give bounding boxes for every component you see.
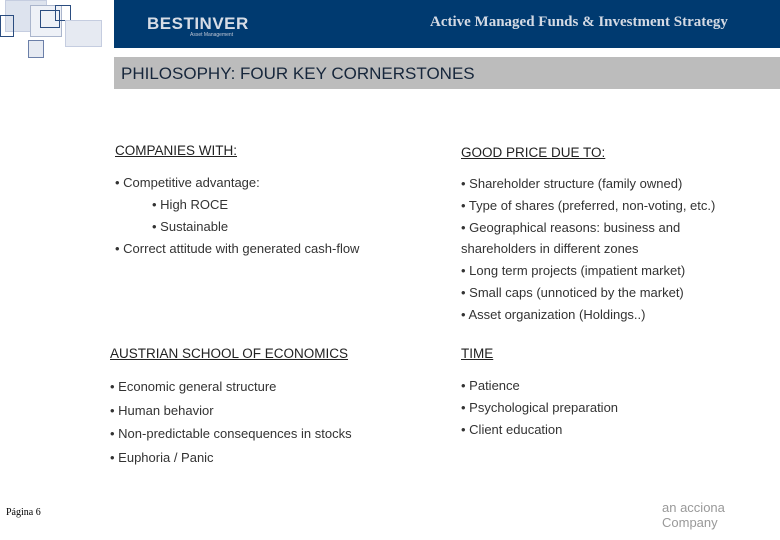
list-item: • Economic general structure bbox=[110, 379, 277, 394]
page-title: PHILOSOPHY: FOUR KEY CORNERSTONES bbox=[121, 64, 475, 83]
list-item: shareholders in different zones bbox=[461, 241, 639, 256]
acciona-logo: an acciona Company bbox=[662, 500, 725, 530]
section-heading: AUSTRIAN SCHOOL OF ECONOMICS bbox=[110, 346, 349, 361]
list-item: • Shareholder structure (family owned) bbox=[461, 176, 683, 191]
list-item: • Non-predictable consequences in stocks bbox=[110, 426, 352, 441]
bestinver-logo: BESTINVER bbox=[147, 14, 249, 33]
decorative-squares bbox=[0, 0, 110, 60]
list-item: • Type of shares (preferred, non-voting, etc.) bbox=[461, 198, 716, 213]
list-item: • Geographical reasons: business and bbox=[461, 220, 681, 235]
list-item: • Euphoria / Panic bbox=[110, 450, 214, 465]
list-item: • Long term projects (impatient market) bbox=[461, 263, 686, 278]
list-item: • Asset organization (Holdings..) bbox=[461, 307, 646, 322]
section-heading: GOOD PRICE DUE TO: bbox=[461, 145, 606, 160]
list-item: • Psychological preparation bbox=[461, 400, 619, 415]
list-item: • Patience bbox=[461, 378, 520, 393]
logo-subtitle: Asset Management bbox=[190, 32, 234, 38]
header-tagline: Active Managed Funds & Investment Strategy bbox=[430, 14, 728, 30]
list-item: • Sustainable bbox=[152, 219, 229, 234]
list-item: • Small caps (unnoticed by the market) bbox=[461, 285, 684, 300]
list-item: • Human behavior bbox=[110, 403, 214, 418]
list-item: • Correct attitude with generated cash-flow bbox=[115, 241, 360, 256]
list-item: • Competitive advantage: bbox=[115, 175, 260, 190]
page-number: Página 6 bbox=[6, 507, 41, 518]
list-item: • Client education bbox=[461, 422, 563, 437]
list-item: • High ROCE bbox=[152, 197, 229, 212]
section-heading: TIME bbox=[461, 346, 494, 361]
section-heading: COMPANIES WITH: bbox=[115, 143, 238, 158]
